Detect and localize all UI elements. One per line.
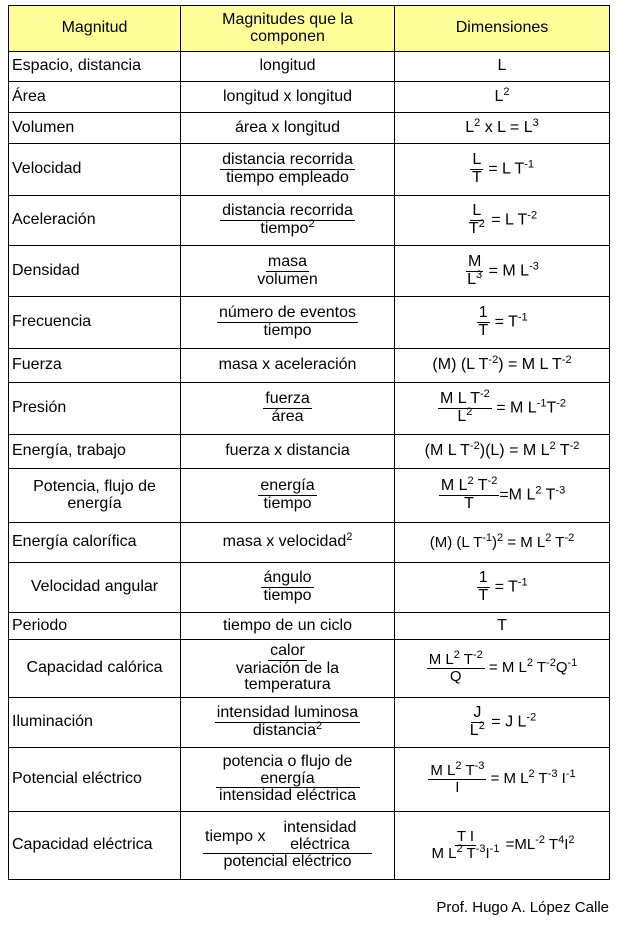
row-name: Frecuencia [9,297,181,349]
table-row [9,640,610,698]
row-name: Presión [9,383,181,435]
row-name: Volumen [9,113,181,144]
row-name: Capacidad calórica [9,640,181,698]
row-dimensions: $\frac{M L^2 T^{-3}}{I}$ = M $L^2$ $T^{-3}$ $I^{-1}$ [395,748,610,812]
row-name: Aceleración [9,196,181,246]
row-dimensions: (M L $T^{-2})(L) = M$ $L^2$ $T^{-2}$ [395,435,610,469]
row-name: Velocidad [9,144,181,196]
row-components: longitud x longitud [181,82,395,113]
row-dimensions: L [395,52,610,82]
row-components: $\frac{\text{fuerza}}{\text{área}}$ [181,383,395,435]
row-components: $\frac{\text{calor}}{\text{variación de la temperatura}}$ [181,640,395,698]
row-dimensions: $\frac{L}{T}$ = L $T^{-1}$ [395,144,610,196]
header-componen: Magnitudes que la componen [181,6,395,52]
row-name: Velocidad angular [9,563,181,613]
row-name: Potencia, flujo de energía [9,469,181,523]
row-dimensions: $\frac{1}{T}$ = $T^{-1}$ [395,297,610,349]
row-components: $\frac{\text{número de eventos}}{\text{tiempo}}$ [181,297,395,349]
header-magnitud: Magnitud [9,6,181,52]
row-components: tiempo de un ciclo [181,613,395,640]
row-name: Área [9,82,181,113]
row-components: $\frac{\text{distancia recorrida}}{tiempo^2}$ [181,196,395,246]
row-dimensions: $\frac{\text{T I}}{M L^2 T^{-3}I^{-1}}$ $=ML^{-2}$ $T^4I^2$ [395,812,610,880]
table-row [9,469,610,523]
table-row [9,52,610,82]
row-name: Densidad [9,246,181,297]
row-components: $\frac{\text{ángulo}}{\text{tiempo}}$ [181,563,395,613]
row-dimensions: $\frac{1}{T}$ = $T^{-1}$ [395,563,610,613]
row-name: Iluminación [9,698,181,748]
row-components: masa x velocidad$^2$ [181,523,395,563]
table-row [9,812,610,880]
table-row [9,613,610,640]
row-dimensions: $\frac{L}{T^2}$ = L $T^{-2}$ [395,196,610,246]
row-components: longitud [181,52,395,82]
table-row [9,523,610,563]
table-row [9,383,610,435]
dimensions-table [8,5,610,880]
row-dimensions: $\frac{M L^2 T^{-2}}{T}$ =M $L^2$ $T^{-3}$ [395,469,610,523]
row-dimensions: T [395,613,610,640]
header-row [9,6,610,52]
row-name: Fuerza [9,349,181,383]
row-components: fuerza x distancia [181,435,395,469]
table-row [9,748,610,812]
author-credit: Prof. Hugo A. López Calle [436,899,609,916]
row-dimensions: $L^2$ [395,82,610,113]
table-row [9,246,610,297]
row-components: $\frac{\text{distancia recorrida}}{\text{tiempo empleado}}$ [181,144,395,196]
header-dimensiones: Dimensiones [395,6,610,52]
table-row [9,113,610,144]
row-components: $\frac{\text{intensidad luminosa}}{distancia^2}$ [181,698,395,748]
row-components: $\frac{\text{potencia o flujo de energía}}{\text{intensidad eléctrica}}$ [181,748,395,812]
table-row [9,196,610,246]
table-row [9,144,610,196]
row-components: masa x aceleración [181,349,395,383]
row-dimensions: $\frac{M}{L^3}$ = M $L^{-3}$ [395,246,610,297]
table-row [9,698,610,748]
row-dimensions: (M) (L $T^{-1})^2 = M$ $L^2$ $T^{-2}$ [395,523,610,563]
table-row [9,435,610,469]
row-dimensions: $\frac{M L^2 T^{-2}}{Q}$ = M $L^2$ $T^{-2}Q^{-1}$ [395,640,610,698]
row-name: Potencial eléctrico [9,748,181,812]
row-components: área x longitud [181,113,395,144]
row-dimensions: $L^2$ x $L = L^3$ [395,113,610,144]
row-name: Energía calorífica [9,523,181,563]
row-components: $\frac{\text{masa}}{\text{volumen}}$ [181,246,395,297]
row-dimensions: (M) (L $T^{-2}) = M$ L $T^{-2}$ [395,349,610,383]
row-name: Espacio, distancia [9,52,181,82]
row-components: $\frac{\text{energía}}{\text{tiempo}}$ [181,469,395,523]
table-row [9,297,610,349]
row-dimensions: $\frac{M L T^{-2}}{L^2}$ = M $L^{-1}T^{-2}$ [395,383,610,435]
table-row [9,82,610,113]
row-dimensions: $\frac{J}{L^2}$ = J $L^{-2}$ [395,698,610,748]
row-components: $\frac{\text{tiempo x intensidad eléctrica}}{\text{potencial eléctrico}}$ [181,812,395,880]
table-row [9,563,610,613]
table-row [9,349,610,383]
row-name: Periodo [9,613,181,640]
row-name: Capacidad eléctrica [9,812,181,880]
row-name: Energía, trabajo [9,435,181,469]
